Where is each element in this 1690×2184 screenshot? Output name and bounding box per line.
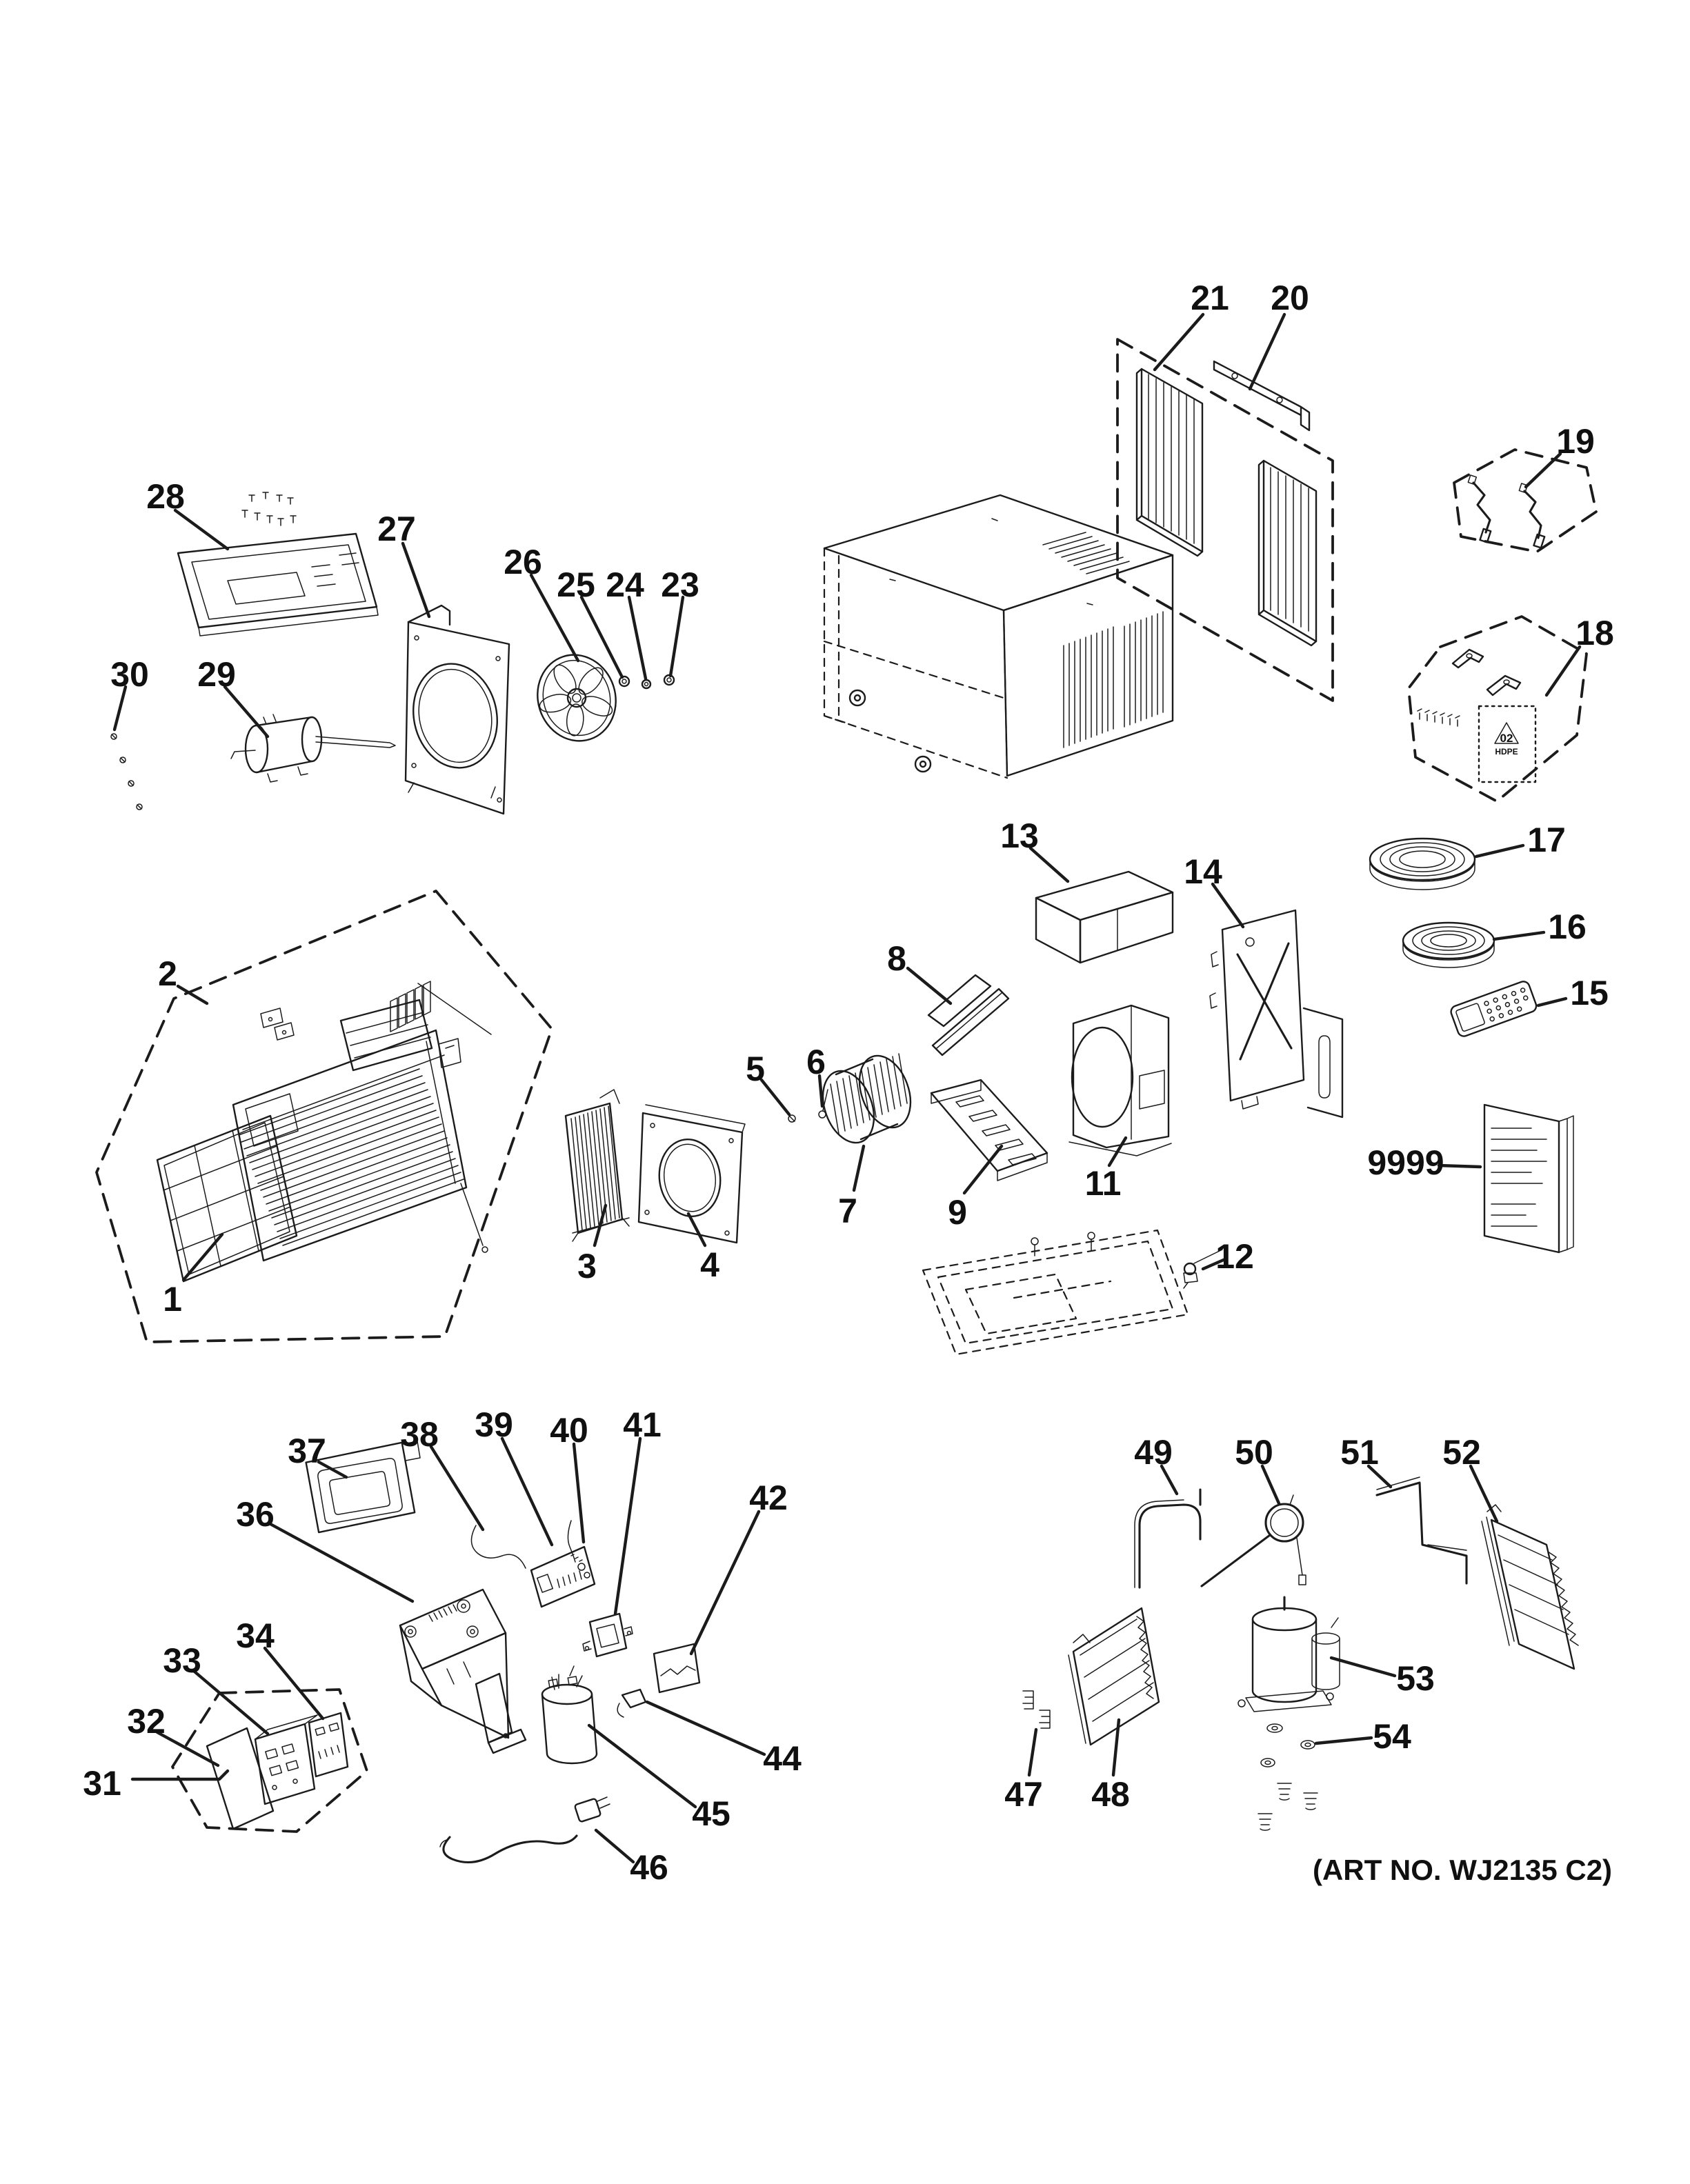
tube-50-sketch xyxy=(1202,1495,1306,1586)
callout-19-leader xyxy=(1526,454,1560,487)
callout-45-leader xyxy=(589,1725,695,1807)
callout-32-leader xyxy=(157,1732,218,1765)
bag-recycle-material: HDPE xyxy=(1495,747,1518,757)
callout-34-label: 34 xyxy=(236,1616,275,1655)
callout-50-label: 50 xyxy=(1235,1433,1273,1472)
parts-bag-sketch xyxy=(1479,706,1535,782)
callout-9999-leader xyxy=(1439,1165,1480,1167)
callout-1-label: 1 xyxy=(163,1280,182,1319)
callout-18-label: 18 xyxy=(1575,614,1614,652)
callout-41-leader xyxy=(615,1439,640,1614)
tube-49-sketch xyxy=(1135,1490,1200,1587)
coil-3-sketch xyxy=(566,1090,629,1241)
callout-45-label: 45 xyxy=(692,1794,730,1833)
callout-39-label: 39 xyxy=(475,1405,513,1444)
callout-18-leader xyxy=(1547,647,1580,695)
callout-3-label: 3 xyxy=(577,1247,597,1285)
louver-9-sketch xyxy=(931,1080,1047,1181)
callout-14-label: 14 xyxy=(1184,852,1222,891)
callout-27-label: 27 xyxy=(377,510,416,548)
callout-9999-label: 9999 xyxy=(1367,1143,1444,1182)
curtain-left-sketch xyxy=(1137,369,1202,556)
callout-49-label: 49 xyxy=(1134,1433,1173,1472)
motor-screws-sketch xyxy=(111,734,142,810)
callout-47-label: 47 xyxy=(1004,1775,1043,1814)
callout-24-leader xyxy=(629,597,646,679)
callout-16-leader xyxy=(1494,932,1544,939)
evaporator-48-sketch xyxy=(1068,1608,1159,1745)
callout-48-label: 48 xyxy=(1091,1775,1130,1814)
pcb-34-sketch xyxy=(309,1713,348,1776)
callout-13-label: 13 xyxy=(1000,817,1039,855)
callout-9-label: 9 xyxy=(948,1193,967,1232)
power-cord-46-sketch xyxy=(440,1797,610,1863)
callout-51-label: 51 xyxy=(1340,1433,1379,1472)
tube-51-sketch xyxy=(1377,1477,1467,1583)
callout-2-leader xyxy=(178,986,207,1003)
callout-54-leader xyxy=(1316,1738,1371,1743)
pcb-40-sketch xyxy=(531,1547,595,1607)
callout-42-label: 42 xyxy=(749,1479,788,1517)
control-group-outline xyxy=(172,1690,367,1832)
callout-5-leader xyxy=(762,1080,789,1114)
screw-5-sketch xyxy=(788,1115,795,1122)
remote-control-sketch xyxy=(1449,980,1538,1038)
callout-32-label: 32 xyxy=(127,1702,166,1741)
callout-27-leader xyxy=(403,543,429,617)
callout-44-label: 44 xyxy=(763,1739,802,1778)
front-panel-small-parts xyxy=(261,981,491,1070)
seal-17-sketch xyxy=(1370,839,1475,890)
seal-16-sketch xyxy=(1403,923,1494,968)
callout-20-label: 20 xyxy=(1271,279,1309,317)
wire-38-sketch xyxy=(471,1525,526,1568)
callout-54-label: 54 xyxy=(1373,1717,1411,1756)
callout-46-label: 46 xyxy=(630,1848,668,1887)
callout-19-label: 19 xyxy=(1556,422,1595,461)
callout-4-label: 4 xyxy=(700,1245,719,1284)
capacitor-45-sketch xyxy=(542,1666,597,1763)
callout-5-label: 5 xyxy=(746,1050,765,1088)
duct-13-sketch xyxy=(1036,872,1173,963)
callout-labels xyxy=(83,279,1614,1887)
callout-53-label: 53 xyxy=(1396,1659,1435,1698)
mounting-screws-sketch xyxy=(242,492,296,525)
callout-28-label: 28 xyxy=(146,477,185,516)
callout-17-label: 17 xyxy=(1527,821,1566,859)
callout-31-label: 31 xyxy=(83,1764,121,1803)
cabinet-wrapper-sketch xyxy=(824,495,1173,778)
callout-40-leader xyxy=(574,1444,584,1542)
callout-21-leader xyxy=(1155,314,1203,370)
callout-50-leader xyxy=(1262,1466,1279,1503)
callout-36-label: 36 xyxy=(236,1495,275,1534)
callout-52-leader xyxy=(1471,1466,1497,1521)
owners-manual-sketch xyxy=(1484,1105,1573,1252)
control-box-36-sketch xyxy=(400,1590,526,1753)
art-number-text: (ART NO. WJ2135 C2) xyxy=(1312,1854,1613,1886)
callout-34-leader xyxy=(265,1648,323,1719)
callout-8-leader xyxy=(908,968,951,1003)
callout-12-label: 12 xyxy=(1215,1237,1254,1276)
callout-21-label: 21 xyxy=(1191,279,1229,317)
callout-6-label: 6 xyxy=(806,1043,826,1081)
callout-29-label: 29 xyxy=(197,655,236,694)
callout-33-label: 33 xyxy=(163,1641,201,1680)
callout-37-label: 37 xyxy=(288,1432,326,1470)
callout-15-leader xyxy=(1538,999,1566,1005)
callout-17-leader xyxy=(1476,845,1523,856)
callout-31-leader xyxy=(132,1771,228,1779)
callout-39-leader xyxy=(502,1439,552,1545)
callout-25-leader xyxy=(581,597,622,677)
strap-44-sketch xyxy=(617,1690,646,1717)
compressor-53-sketch xyxy=(1238,1597,1340,1712)
callout-47-leader xyxy=(1029,1730,1036,1775)
callout-44-leader xyxy=(647,1702,764,1754)
support-bracket-group xyxy=(1454,450,1596,552)
callout-11-label: 11 xyxy=(1084,1164,1122,1203)
fan-shroud-sketch xyxy=(404,605,509,814)
callout-38-label: 38 xyxy=(400,1415,439,1454)
callout-41-label: 41 xyxy=(623,1405,662,1444)
callout-23-leader xyxy=(670,597,683,676)
callout-15-label: 15 xyxy=(1570,974,1609,1012)
callout-11-leader xyxy=(1109,1138,1126,1165)
callout-40-label: 40 xyxy=(550,1411,588,1450)
callout-20-leader xyxy=(1250,314,1284,389)
condenser-52-sketch xyxy=(1482,1505,1578,1669)
callout-46-leader xyxy=(596,1830,633,1862)
callout-24-label: 24 xyxy=(606,565,644,604)
top-cover-sketch xyxy=(178,534,378,636)
blower-wheel-sketch xyxy=(814,1049,920,1150)
callout-29-leader xyxy=(225,687,268,737)
vane-8-sketch xyxy=(928,975,1008,1055)
scroll-housing-sketch xyxy=(1069,1005,1171,1156)
callout-28-leader xyxy=(175,510,228,549)
mounts-54-sketch xyxy=(1258,1724,1318,1830)
callout-52-label: 52 xyxy=(1442,1433,1481,1472)
callout-26-label: 26 xyxy=(504,543,542,581)
callout-2-label: 2 xyxy=(158,954,177,993)
callout-38-leader xyxy=(431,1447,483,1530)
callout-7-label: 7 xyxy=(838,1192,857,1230)
callout-4-leader xyxy=(688,1214,705,1245)
callout-25-label: 25 xyxy=(557,565,595,604)
callout-7-leader xyxy=(854,1146,864,1190)
curtain-right-sketch xyxy=(1259,461,1316,645)
base-pan-sketch xyxy=(923,1230,1188,1354)
callout-16-label: 16 xyxy=(1548,908,1587,946)
callout-30-label: 30 xyxy=(110,655,149,694)
control-33-sketch xyxy=(255,1715,317,1804)
callout-33-leader xyxy=(195,1672,268,1734)
callout-42-leader xyxy=(691,1512,759,1654)
transformer-41-sketch xyxy=(583,1614,633,1656)
callout-53-leader xyxy=(1331,1658,1395,1676)
callout-8-label: 8 xyxy=(887,939,906,978)
hardware-kit-group xyxy=(1409,617,1587,801)
partition-14-sketch xyxy=(1210,910,1342,1117)
bag-recycle-code: 02 xyxy=(1500,732,1513,745)
callout-23-label: 23 xyxy=(661,565,699,604)
callout-36-leader xyxy=(270,1524,412,1601)
clips-47-sketch xyxy=(1023,1691,1050,1728)
